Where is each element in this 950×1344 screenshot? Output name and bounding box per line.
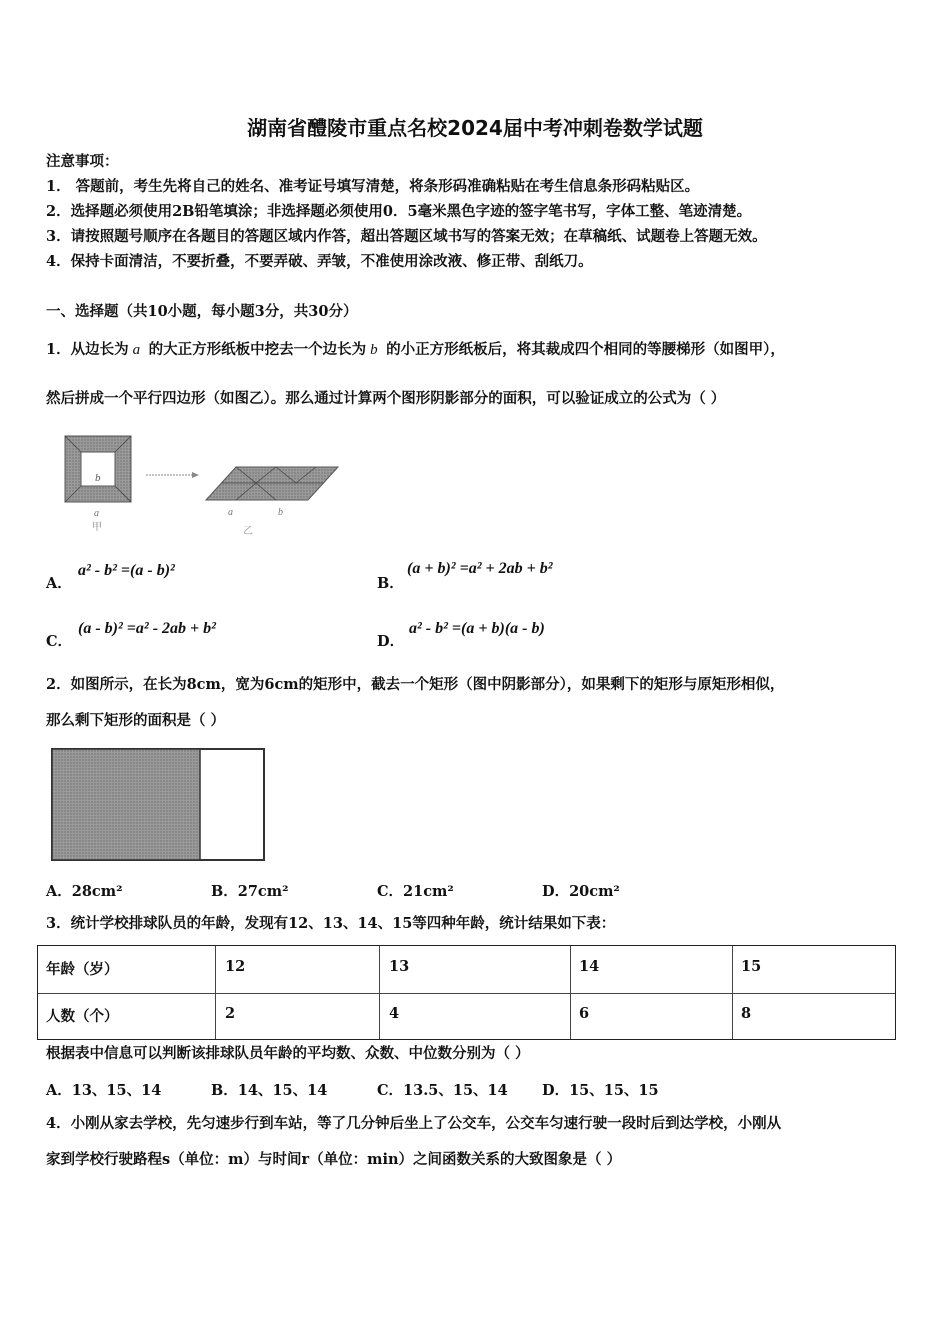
q3-option-b[interactable]: B．14、15、14 <box>211 1082 328 1099</box>
table-header-age: 年龄（岁） <box>46 961 119 978</box>
q3-option-c[interactable]: C．13.5、15、14 <box>377 1082 508 1099</box>
table-cell: 8 <box>741 1005 752 1022</box>
q1-option-c[interactable] <box>46 620 216 651</box>
notice-heading: 注意事项： <box>46 153 119 170</box>
table-cell: 2 <box>225 1005 236 1022</box>
q1-option-a-formula: a² - b² =(a - b)² <box>78 562 175 579</box>
q1-option-b-label: B． <box>377 575 404 592</box>
notice-item-1: 1． 答题前，考生先将自己的姓名、准考证号填写清楚，将条形码准确粘贴在考生信息条形码粘贴区。 <box>46 178 700 195</box>
q1-option-a-label: A． <box>46 575 72 592</box>
q2-line1: 2．如图所示，在长为8cm，宽为6cm的矩形中，截去一个矩形（图中阴影部分），如果剩下的矩形与原矩形相似， <box>46 676 785 693</box>
q2-line2: 那么剩下矩形的面积是（ ） <box>46 712 226 729</box>
table-cell: 4 <box>389 1005 400 1022</box>
q2-figure <box>46 744 276 866</box>
fig-yi-caption: 乙 <box>243 526 253 537</box>
q1-option-a[interactable] <box>46 562 175 593</box>
table-cell: 13 <box>389 958 410 975</box>
q2-option-a[interactable]: A．28cm² <box>46 883 123 900</box>
q3-option-a[interactable]: A．13、15、14 <box>46 1082 162 1099</box>
q1-var-b: b <box>370 342 378 358</box>
q4-line2: 家到学校行驶路程s（单位：m）与时间r（单位：min）之间函数关系的大致图象是（ ） <box>46 1151 622 1168</box>
q1-option-d-formula: a² - b² =(a + b)(a - b) <box>409 620 545 637</box>
q3-line1: 3．统计学校排球队员的年龄，发现有12、13、14、15等四种年龄，统计结果如下表： <box>46 915 616 932</box>
arrow-icon <box>146 472 199 478</box>
q1-line2: 然后拼成一个平行四边形（如图乙）。那么通过计算两个图形阴影部分的面积，可以验证成立的公式为（ ） <box>46 390 726 407</box>
q3-table <box>37 945 896 1040</box>
table-cell: 6 <box>579 1005 590 1022</box>
q1-option-d-label: D． <box>377 633 405 650</box>
q1-option-c-formula: (a - b)² =a² - 2ab + b² <box>78 620 216 637</box>
q2-shaded-rect <box>52 749 200 860</box>
q3-option-d[interactable]: D．15、15、15 <box>542 1082 659 1099</box>
q2-option-b[interactable]: B．27cm² <box>211 883 289 900</box>
q1-part3: 的小正方形纸板后，将其裁成四个相同的等腰梯形（如图甲）， <box>386 341 785 358</box>
notice-item-2: 2．选择题必须使用2B铅笔填涂；非选择题必须使用0．5毫米黑色字迹的签字笔书写，字体工整、笔迹清楚。 <box>46 203 752 220</box>
table-cell: 14 <box>579 958 600 975</box>
table-cell: 12 <box>225 958 246 975</box>
q4-line1: 4．小刚从家去学校，先匀速步行到车站，等了几分钟后坐上了公交车，公交车匀速行驶一段时后到达学校，小刚从 <box>46 1115 782 1132</box>
page-title: 湖南省醴陵市重点名校2024届中考冲刺卷数学试题 <box>247 116 703 140</box>
fig-jia-caption: 甲 <box>92 522 102 533</box>
notice-item-4: 4．保持卡面清洁，不要折叠，不要弄破、弄皱，不准使用涂改液、修正带、刮纸刀。 <box>46 253 593 270</box>
q1-line1 <box>46 340 785 360</box>
notice-item-3: 3．请按照题号顺序在各题目的答题区域内作答，超出答题区域书写的答案无效；在草稿纸、试题卷上答题无效。 <box>46 228 767 245</box>
q1-figure <box>60 430 360 540</box>
figure-yi <box>206 467 338 500</box>
q1-part1: 1．从边长为 <box>46 341 129 358</box>
q3-line2: 根据表中信息可以判断该排球队员年龄的平均数、众数、中位数分别为（ ） <box>46 1045 530 1062</box>
q1-part2: 的大正方形纸板中挖去一个边长为 <box>148 341 367 358</box>
q2-option-d[interactable]: D．20cm² <box>542 883 620 900</box>
table-header-count: 人数（个） <box>46 1008 119 1025</box>
table-cell: 15 <box>741 958 762 975</box>
fig-yi-b-label: b <box>278 507 283 518</box>
figure-jia <box>65 436 131 502</box>
fig-jia-a-label: a <box>94 508 99 519</box>
q1-option-d[interactable] <box>377 620 545 651</box>
fig-jia-b-label: b <box>95 472 101 484</box>
fig-yi-a-label: a <box>228 507 233 518</box>
q1-var-a: a <box>132 342 141 358</box>
q1-option-b[interactable] <box>377 560 553 593</box>
q1-option-c-label: C． <box>46 633 73 650</box>
q1-option-b-formula: (a + b)² =a² + 2ab + b² <box>407 560 553 577</box>
section-heading: 一、选择题（共10小题，每小题3分，共30分） <box>46 303 358 320</box>
q2-option-c[interactable]: C．21cm² <box>377 883 454 900</box>
